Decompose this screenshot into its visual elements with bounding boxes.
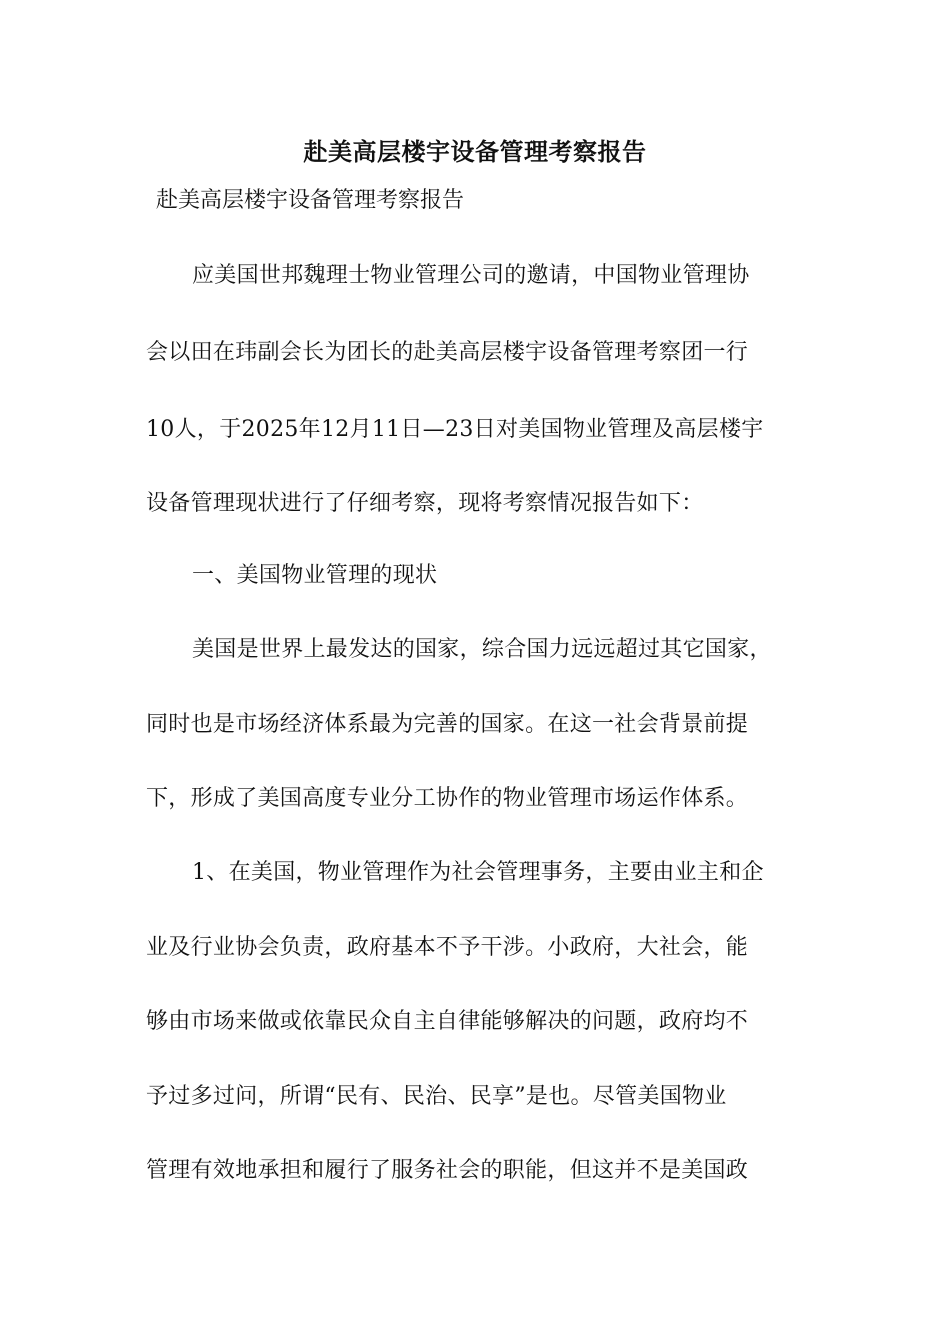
document-subtitle: 赴美高层楼宇设备管理考察报告 <box>156 188 465 213</box>
paragraph-line: 1、在美国，物业管理作为社会管理事务，主要由业主和企 <box>192 860 764 885</box>
paragraph-line: 业及行业协会负责，政府基本不予干涉。小政府，大社会，能 <box>146 935 749 960</box>
paragraph-line: 美国是世界上最发达的国家，综合国力远远超过其它国家， <box>192 637 772 662</box>
document-title: 赴美高层楼宇设备管理考察报告 <box>303 137 647 166</box>
paragraph-line: 同时也是市场经济体系最为完善的国家。在这一社会背景前提 <box>146 712 749 737</box>
paragraph-line: 设备管理现状进行了仔细考察，现将考察情况报告如下： <box>146 491 704 516</box>
paragraph-line: 应美国世邦魏理士物业管理公司的邀请，中国物业管理协 <box>192 263 750 288</box>
paragraph-line: 下，形成了美国高度专业分工协作的物业管理市场运作体系。 <box>146 786 749 811</box>
paragraph-line: 会以田在玮副会长为团长的赴美高层楼宇设备管理考察团一行 <box>146 340 749 365</box>
paragraph-line: 10人，于2025年12月11日—23日对美国物业管理及高层楼宇 <box>146 417 764 442</box>
paragraph-line: 管理有效地承担和履行了服务社会的职能，但这并不是美国政 <box>146 1158 749 1183</box>
paragraph-line: 予过多过问，所谓“民有、民治、民享”是也。尽管美国物业 <box>146 1084 727 1109</box>
paragraph-line: 够由市场来做或依靠民众自主自律能够解决的问题，政府均不 <box>146 1009 749 1034</box>
section-heading: 一、美国物业管理的现状 <box>192 563 438 588</box>
